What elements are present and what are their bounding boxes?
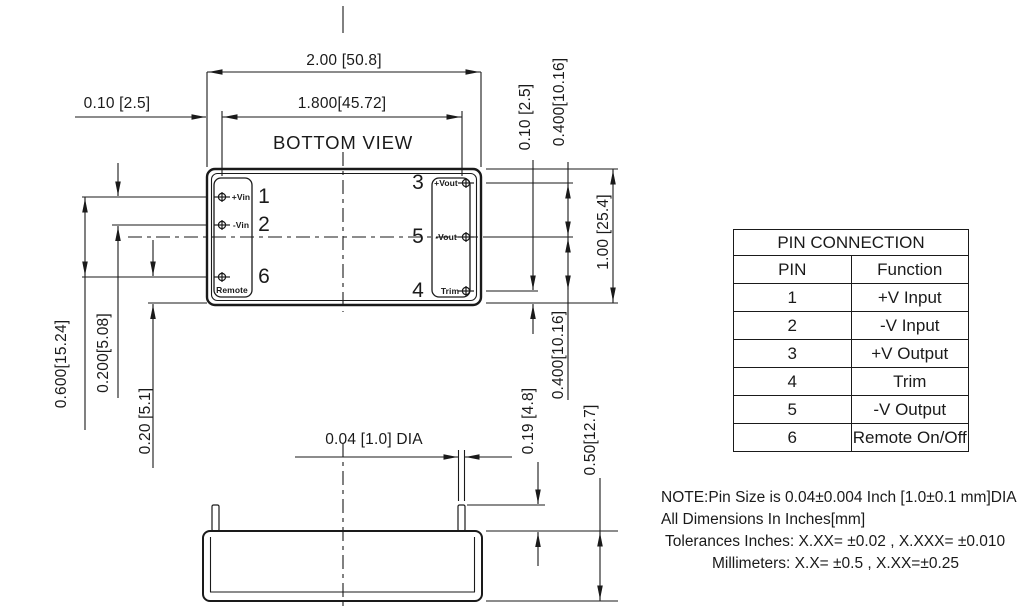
note-units: All Dimensions In Inches[mm] <box>661 511 866 528</box>
pin-number-2: 2 <box>258 213 270 236</box>
view-title: BOTTOM VIEW <box>272 132 414 153</box>
dim-body-width: 2.00 [50.8] <box>306 52 382 69</box>
top-dimension-lines <box>75 72 481 176</box>
dim-edge-to-pins-left: 0.10 [2.5] <box>83 95 151 112</box>
cell-pin: 2 <box>734 312 852 340</box>
pin-3-symbol <box>458 178 474 188</box>
dim-pin6-to-edge: 0.20 [5.1] <box>137 387 154 455</box>
pin-label-trim: Trim <box>440 286 460 296</box>
table-row <box>734 340 969 368</box>
dim-edge-to-pin-right: 0.10 [2.5] <box>517 83 534 151</box>
pin-label-vin-minus: -Vin <box>232 220 250 230</box>
dim-body-height: 1.00 [25.4] <box>595 194 612 270</box>
cell-function: -V Output <box>851 396 969 424</box>
cell-function: -V Input <box>851 312 969 340</box>
pin-label-remote: Remote <box>216 285 248 295</box>
side-view-right-pin <box>458 505 465 531</box>
note-tolerances-mm: Millimeters: X.X= ±0.5 , X.XX=±0.25 <box>712 555 960 572</box>
cell-pin: 4 <box>734 368 852 396</box>
cell-function: +V Output <box>851 340 969 368</box>
dim-pin1-to-pin6: 0.600[15.24] <box>53 319 70 409</box>
pin-number-3: 3 <box>412 171 424 194</box>
cell-function: +V Input <box>851 284 969 312</box>
table-header-function: Function <box>851 256 969 284</box>
cell-pin: 6 <box>734 424 852 452</box>
pin-2-symbol <box>214 220 230 230</box>
dim-pin3-to-pin5: 0.400[10.16] <box>551 57 568 147</box>
pin-1-symbol <box>214 192 230 202</box>
table-title: PIN CONNECTION <box>734 230 969 256</box>
pin-number-5: 5 <box>412 225 424 248</box>
cell-pin: 3 <box>734 340 852 368</box>
dim-pin-length: 0.19 [4.8] <box>520 387 537 455</box>
cell-pin: 5 <box>734 396 852 424</box>
pin-label-vin-plus: +Vin <box>231 192 251 202</box>
table-row <box>734 368 969 396</box>
note-pin-size: NOTE:Pin Size is 0.04±0.004 Inch [1.0±0.1 mm]DIA <box>661 489 1017 506</box>
cell-function: Remote On/Off <box>851 424 969 452</box>
table-row <box>734 312 969 340</box>
dim-pin5-to-pin4: 0.400[10.16] <box>550 310 567 400</box>
pin-6-symbol <box>214 272 230 282</box>
table-row <box>734 396 969 424</box>
pin-number-4: 4 <box>412 279 424 302</box>
table-header-pin: PIN <box>734 256 852 284</box>
pin-4-symbol <box>458 286 474 296</box>
dim-pin-row-span: 1.800[45.72] <box>297 95 387 112</box>
cell-pin: 1 <box>734 284 852 312</box>
dim-pin-diameter: 0.04 [1.0] DIA <box>325 431 423 448</box>
cell-function: Trim <box>851 368 969 396</box>
dim-case-height: 0.50[12.7] <box>582 404 599 476</box>
table-row <box>734 284 969 312</box>
pin-label-vout-plus: +Vout <box>434 178 458 188</box>
pin-number-1: 1 <box>258 185 270 208</box>
pin-number-6: 6 <box>258 265 270 288</box>
table-row <box>734 424 969 452</box>
pin-connection-table <box>733 229 969 452</box>
side-view-left-pin <box>212 505 219 531</box>
dim-pin1-to-pin2: 0.200[5.08] <box>95 313 112 393</box>
note-tolerances-inch: Tolerances Inches: X.XX= ±0.02 , X.XXX= ±0.010 <box>665 533 1006 550</box>
pin-5-symbol <box>458 232 474 242</box>
pin-label-vout-minus: -Vout <box>435 232 457 242</box>
